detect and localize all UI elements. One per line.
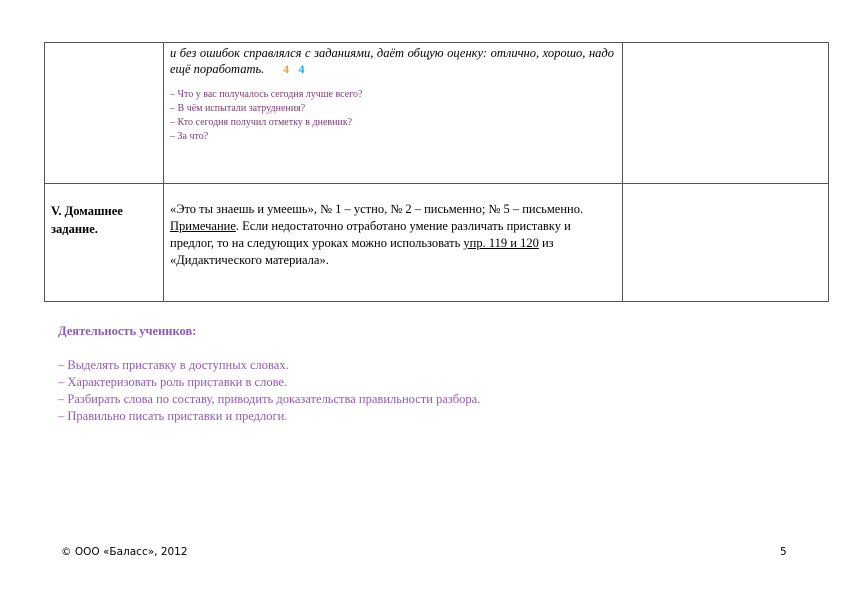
notes-cell [623,43,829,184]
content-cell [164,184,623,302]
activity-heading: Деятельность учеников: [58,324,197,338]
homework-assignment: «Это ты знаешь и умеешь», № 1 – устно, № 2 – письменно; № 5 – письменно. [170,202,584,216]
stage-title: V. Домашнее задание. [51,204,123,236]
note-label: Примечание [170,219,236,233]
content-cell [164,43,623,184]
stage-cell [45,43,164,184]
homework-note: Примечание. Если недостаточно отработано умение различать приставку и предлог, то на следующих уроках можно использовать упр. 119 и 120 из «Дидактического материала». [170,219,571,267]
list-item: – Разбирать слова по составу, приводить доказательства правильности разбора. [58,392,481,406]
list-item: – Выделять приставку в доступных словах. [58,358,289,372]
reflection-questions [164,88,622,144]
activity-list [58,357,480,425]
grade-mark: 4 [283,62,290,76]
lesson-table [44,42,829,302]
question-item: – В чём испытали затруднения? [170,103,306,114]
question-item: – Что у вас получалось сегодня лучше всего? [170,89,363,100]
exercise-reference: упр. 119 и 120 [463,236,539,250]
homework-text [164,184,622,269]
question-item: – За что? [170,131,209,142]
question-item: – Кто сегодня получил отметку в дневник? [170,117,353,128]
footer-copyright: © ООО «Баласс», 2012 [61,546,188,558]
notes-cell [623,184,829,302]
student-activity [58,323,480,425]
table-row [45,43,829,184]
grade-mark: 4 [298,62,305,76]
self-assessment-text: и без ошибок справлялся с заданиями, даёт общую оценку: отлично, хорошо, надо ещё поработать. 4 4 [170,46,614,76]
table-row [45,184,829,302]
list-item: – Характеризовать роль приставки в слове. [58,375,288,389]
stage-cell [45,184,164,302]
page-number: 5 [780,546,787,558]
list-item: – Правильно писать приставки и предлоги. [58,409,288,423]
